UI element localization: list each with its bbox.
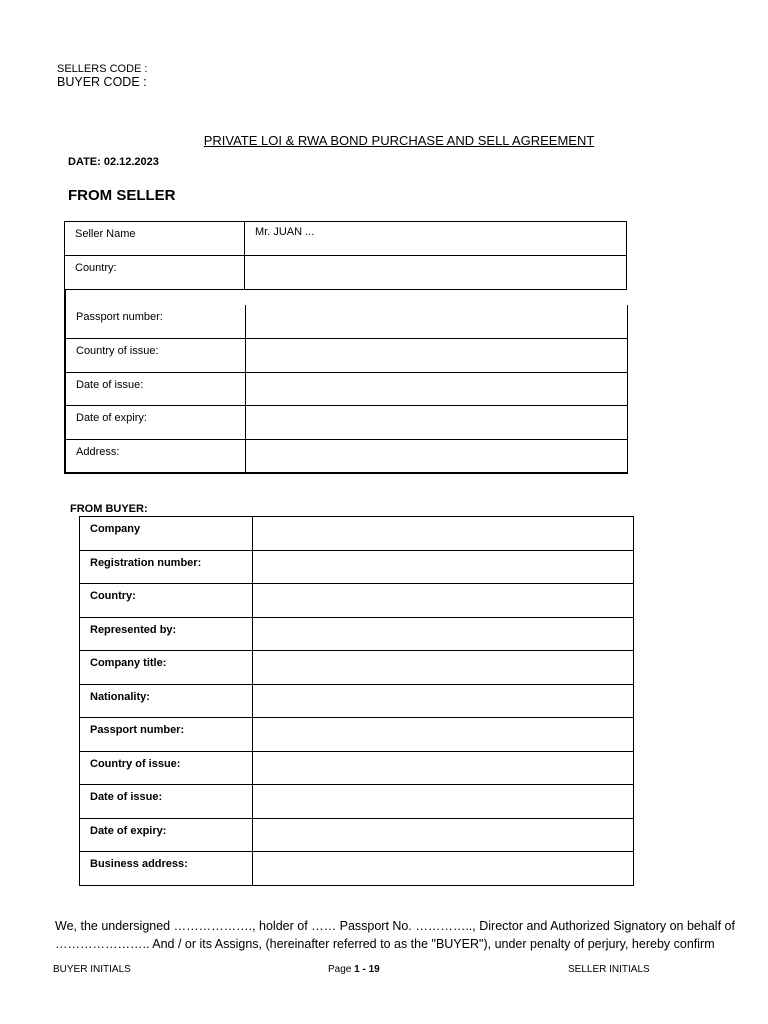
buyer-heading: FROM BUYER: (70, 503, 148, 515)
buyer-passport-field[interactable] (253, 718, 634, 752)
paragraph-line-1: We, the undersigned ………………., holder of …… Passport No. ………….., Director and Authorized Signatory on behalf of (55, 919, 735, 933)
seller-name-label: Seller Name (65, 222, 245, 256)
seller-date-of-expiry-label: Date of expiry: (65, 406, 245, 440)
seller-table-bottom (64, 305, 628, 474)
page-indicator (328, 964, 380, 975)
seller-table-top (64, 221, 627, 290)
buyer-table (79, 516, 634, 886)
seller-address-field[interactable] (245, 439, 627, 473)
table-row (80, 584, 634, 618)
seller-country-of-issue-field[interactable] (245, 339, 627, 373)
buyer-country-of-issue-label: Country of issue: (80, 751, 253, 785)
seller-country-field[interactable] (245, 256, 627, 290)
buyer-registration-label: Registration number: (80, 550, 253, 584)
buyer-company-field[interactable] (253, 517, 634, 551)
page-prefix: Page (328, 964, 355, 975)
table-row (65, 406, 627, 440)
seller-passport-label: Passport number: (65, 305, 245, 339)
seller-initials-label: SELLER INITIALS (568, 964, 650, 975)
buyer-nationality-label: Nationality: (80, 684, 253, 718)
buyer-company-title-label: Company title: (80, 651, 253, 685)
codes-block (57, 63, 147, 89)
document-date: DATE: 02.12.2023 (68, 156, 159, 168)
buyer-represented-by-label: Represented by: (80, 617, 253, 651)
buyer-date-of-expiry-field[interactable] (253, 818, 634, 852)
buyer-country-field[interactable] (253, 584, 634, 618)
table-row (80, 617, 634, 651)
paragraph-line-2: ………………….. And / or its Assigns, (hereinafter referred to as the "BUYER"), under penalty of perjury, hereby confirm (55, 937, 715, 951)
document-title: PRIVATE LOI & RWA BOND PURCHASE AND SELL AGREEMENT (203, 133, 595, 148)
seller-country-label: Country: (65, 256, 245, 290)
seller-date-of-expiry-field[interactable] (245, 406, 627, 440)
table-row (80, 852, 634, 886)
seller-date-of-issue-field[interactable] (245, 372, 627, 406)
buyer-business-address-label: Business address: (80, 852, 253, 886)
buyer-code-label: BUYER CODE : (57, 75, 147, 89)
buyer-passport-label: Passport number: (80, 718, 253, 752)
table-row (80, 751, 634, 785)
buyer-company-title-field[interactable] (253, 651, 634, 685)
table-row (65, 372, 627, 406)
buyer-country-label: Country: (80, 584, 253, 618)
table-row (65, 256, 627, 290)
buyer-registration-field[interactable] (253, 550, 634, 584)
table-row (65, 222, 627, 256)
table-divider (64, 289, 67, 305)
buyer-date-of-issue-label: Date of issue: (80, 785, 253, 819)
table-row (80, 818, 634, 852)
table-row (80, 651, 634, 685)
agreement-paragraph (55, 917, 745, 953)
seller-date-of-issue-label: Date of issue: (65, 372, 245, 406)
seller-passport-field[interactable] (245, 305, 627, 339)
buyer-date-of-issue-field[interactable] (253, 785, 634, 819)
buyer-nationality-field[interactable] (253, 684, 634, 718)
seller-address-label: Address: (65, 439, 245, 473)
sellers-code-label: SELLERS CODE : (57, 63, 148, 75)
buyer-date-of-expiry-label: Date of expiry: (80, 818, 253, 852)
table-row (80, 718, 634, 752)
table-row (80, 684, 634, 718)
buyer-company-label: Company (80, 517, 253, 551)
buyer-represented-by-field[interactable] (253, 617, 634, 651)
seller-name-field[interactable]: Mr. JUAN ... (245, 222, 627, 256)
table-row (80, 517, 634, 551)
table-row (65, 439, 627, 473)
table-row (65, 339, 627, 373)
seller-country-of-issue-label: Country of issue: (65, 339, 245, 373)
table-row (80, 785, 634, 819)
page-number: 1 - 19 (354, 964, 380, 975)
table-row (65, 305, 627, 339)
buyer-country-of-issue-field[interactable] (253, 751, 634, 785)
buyer-business-address-field[interactable] (253, 852, 634, 886)
buyer-initials-label: BUYER INITIALS (53, 964, 131, 975)
seller-heading: FROM SELLER (68, 187, 176, 204)
table-row (80, 550, 634, 584)
